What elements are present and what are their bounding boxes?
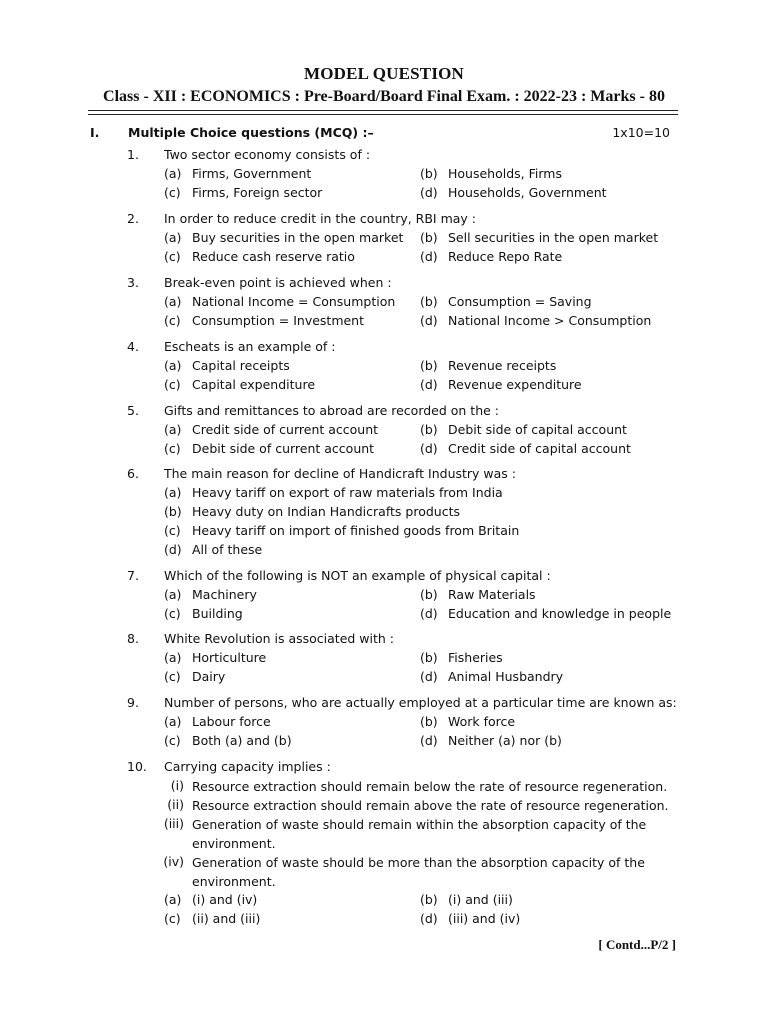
option-text: Education and knowledge in people: [448, 606, 672, 621]
option-label: (d): [420, 606, 438, 621]
question-number: 9.: [127, 695, 139, 710]
question-number: 6.: [127, 466, 139, 481]
option-label: (a): [164, 892, 182, 907]
option-text: Heavy duty on Indian Handicrafts products: [192, 504, 460, 519]
header-rule-top: [88, 110, 678, 111]
statement-label: (i): [170, 778, 184, 793]
question-text: Number of persons, who are actually employed at a particular time are known as:: [164, 695, 677, 710]
option-text: (i) and (iii): [448, 892, 513, 907]
option-label: (b): [164, 504, 182, 519]
option-label: (c): [164, 733, 181, 748]
option-label: (d): [420, 185, 438, 200]
section-number: I.: [90, 125, 100, 140]
question-text: Break-even point is achieved when :: [164, 275, 392, 290]
statement-text: Resource extraction should remain above the rate of resource regeneration.: [192, 798, 669, 813]
option-label: (d): [164, 542, 182, 557]
option-text: Credit side of capital account: [448, 441, 631, 456]
option-label: (a): [164, 650, 182, 665]
option-text: Firms, Government: [192, 166, 312, 181]
question-text: Two sector economy consists of :: [164, 147, 371, 162]
option-text: (iii) and (iv): [448, 911, 521, 926]
question-number: 8.: [127, 631, 139, 646]
question-number: 2.: [127, 211, 139, 226]
option-text: National Income > Consumption: [448, 313, 652, 328]
header-rule-bottom: [88, 114, 678, 115]
option-label: (c): [164, 606, 181, 621]
option-label: (a): [164, 485, 182, 500]
option-label: (a): [164, 230, 182, 245]
option-label: (d): [420, 249, 438, 264]
option-label: (b): [420, 650, 438, 665]
option-label: (c): [164, 313, 181, 328]
option-label: (a): [164, 166, 182, 181]
exam-subtitle: Class - XII : ECONOMICS : Pre-Board/Board Final Exam. : 2022-23 : Marks - 80: [103, 88, 665, 105]
option-text: (i) and (iv): [192, 892, 258, 907]
option-text: Horticulture: [192, 650, 267, 665]
question-number: 4.: [127, 339, 139, 354]
option-label: (a): [164, 422, 182, 437]
question-number: 10.: [127, 759, 147, 774]
option-label: (d): [420, 669, 438, 684]
statement-label: (ii): [167, 797, 184, 812]
option-text: Capital expenditure: [192, 377, 316, 392]
option-text: Labour force: [192, 714, 271, 729]
question-text: In order to reduce credit in the country, RBI may :: [164, 211, 477, 226]
option-label: (d): [420, 313, 438, 328]
section-title: Multiple Choice questions (MCQ) :–: [128, 125, 374, 140]
option-label: (c): [164, 249, 181, 264]
option-text: Building: [192, 606, 243, 621]
option-text: Raw Materials: [448, 587, 536, 602]
option-label: (c): [164, 669, 181, 684]
option-label: (a): [164, 294, 182, 309]
option-text: Debit side of current account: [192, 441, 375, 456]
option-text: Consumption = Investment: [192, 313, 365, 328]
option-label: (a): [164, 587, 182, 602]
continued-note: [ Contd...P/2 ]: [598, 937, 676, 952]
option-text: Consumption = Saving: [448, 294, 592, 309]
option-label: (c): [164, 911, 181, 926]
option-label: (c): [164, 523, 181, 538]
option-text: Revenue expenditure: [448, 377, 582, 392]
option-label: (b): [420, 166, 438, 181]
option-text: Heavy tariff on export of raw materials from India: [192, 485, 503, 500]
question-number: 5.: [127, 403, 139, 418]
statement-label: (iii): [163, 816, 184, 831]
option-text: Reduce cash reserve ratio: [192, 249, 355, 264]
option-text: Firms, Foreign sector: [192, 185, 323, 200]
option-text: Dairy: [192, 669, 226, 684]
option-label: (d): [420, 733, 438, 748]
page-title: MODEL QUESTION: [303, 64, 465, 83]
option-label: (c): [164, 185, 181, 200]
option-label: (c): [164, 377, 181, 392]
option-text: Debit side of capital account: [448, 422, 627, 437]
option-text: Credit side of current account: [192, 422, 379, 437]
option-text: National Income = Consumption: [192, 294, 396, 309]
option-label: (d): [420, 377, 438, 392]
option-text: Capital receipts: [192, 358, 290, 373]
option-label: (b): [420, 422, 438, 437]
option-label: (b): [420, 587, 438, 602]
option-label: (d): [420, 911, 438, 926]
option-label: (b): [420, 230, 438, 245]
option-text: Reduce Repo Rate: [448, 249, 563, 264]
option-label: (b): [420, 892, 438, 907]
statement-text: Generation of waste should be more than the absorption capacity of the environment.: [192, 855, 645, 889]
option-label: (c): [164, 441, 181, 456]
option-text: Animal Husbandry: [448, 669, 564, 684]
section-marks: 1x10=10: [612, 125, 670, 140]
question-text: Gifts and remittances to abroad are recorded on the :: [164, 403, 500, 418]
question-number: 7.: [127, 568, 139, 583]
option-label: (b): [420, 714, 438, 729]
option-label: (a): [164, 358, 182, 373]
statement-label: (iv): [163, 854, 184, 869]
option-text: All of these: [192, 542, 263, 557]
option-text: Neither (a) nor (b): [448, 733, 562, 748]
option-text: Both (a) and (b): [192, 733, 292, 748]
question-number: 3.: [127, 275, 139, 290]
option-label: (d): [420, 441, 438, 456]
option-text: Households, Government: [448, 185, 607, 200]
option-text: Households, Firms: [448, 166, 562, 181]
option-text: Fisheries: [448, 650, 503, 665]
statement-text: Generation of waste should remain within the absorption capacity of the environment.: [192, 817, 647, 851]
option-text: (ii) and (iii): [192, 911, 261, 926]
question-text: Carrying capacity implies :: [164, 759, 331, 774]
question-text: Which of the following is NOT an example of physical capital :: [164, 568, 551, 583]
question-number: 1.: [127, 147, 139, 162]
option-label: (b): [420, 294, 438, 309]
option-label: (a): [164, 714, 182, 729]
option-text: Heavy tariff on import of finished goods from Britain: [192, 523, 520, 538]
option-text: Revenue receipts: [448, 358, 557, 373]
option-text: Work force: [448, 714, 516, 729]
option-text: Sell securities in the open market: [448, 230, 659, 245]
question-text: Escheats is an example of :: [164, 339, 336, 354]
statement-text: Resource extraction should remain below the rate of resource regeneration.: [192, 779, 668, 794]
option-text: Buy securities in the open market: [192, 230, 404, 245]
question-text: The main reason for decline of Handicraft Industry was :: [164, 466, 516, 481]
question-text: White Revolution is associated with :: [164, 631, 394, 646]
option-text: Machinery: [192, 587, 257, 602]
option-label: (b): [420, 358, 438, 373]
